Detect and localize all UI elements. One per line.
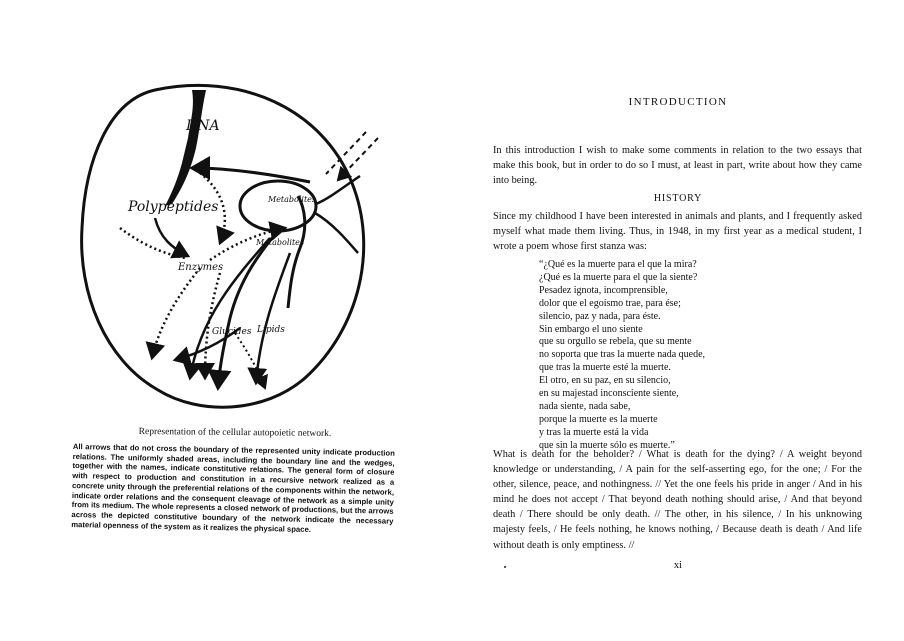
poem-line: “¿Qué es la muerte para el que la mira? [539,259,697,270]
poem-line: en su majestad inconsciente siente, [539,388,679,400]
figure-caption-title: Representation of the cellular autopoietic network. [138,426,332,440]
label-metabolites-2: Metabolites [256,238,305,247]
poem-line: Pesadez ignota, incomprensible, [539,284,668,296]
label-enzymes: Enzymes [178,262,224,273]
poem-line: que tras la muerte esté la muerte. [539,362,671,374]
poem-line: silencio, paz y nada, para éste. [539,310,661,322]
print-speck [504,566,506,568]
page-number: xi [673,560,683,571]
label-metabolites-1: Metabolites [268,195,317,204]
label-glucides: Glucides [212,327,252,337]
poem-line: no soporta que tras la muerte nada quede, [539,349,706,361]
poem-line: porque la muerte es la muerte [539,413,658,425]
poem-stanza [539,259,819,453]
poem-line: ¿Qué es la muerte para el que la siente? [539,271,698,283]
poem-line: nada siente, nada sabe, [539,400,631,412]
history-paragraph: Since my childhood I have been interested in animals and plants, and I frequently asked myself what made them living. Thus, in 1948, in my first year as a medical student, I wrote a poem whose first stanza was: [493,211,862,253]
figure-caption-body: All arrows that do not cross the boundary of the represented unity indicate production relations. The uniformly shaded areas, including the boundary line and the wedges, together with the names, indicate constitutive relations. The general form of closure with respect to production and constitution in a recursive network realized as a concrete unity through the preferential relations of the components within the network, indicate order relations and the consequent cleavage of the network as a simple unity from its medium. The whole represents a closed network of productions, but the arrows across the depicted constitutive boundary of the network indicate the necessary material openness of the system as it realizes the physical space. [71,442,395,534]
label-lipids: Lipids [257,325,285,335]
poem-line: que sin la muerte sólo es muerte.” [539,439,675,451]
translation-paragraph: What is death for the beholder? / What is death for the dying? / A weight beyond knowledge or understanding, / A pain for the self-asserting ego, for the one; / For the other, silence, peace, and nothingness. // Yet the one feels his pride in anger / And in his mind he does not accept / That beyond death nothing should arise, / And that beyond death / There should be only death. // The other, in his silence, / In his unknowing majesty feels, / He feels nothing, he knows nothing, / Because death is death / And life without death is only emptiness. // [493,449,862,551]
poem-line: dolor que el egoísmo trae, para ése; [539,297,681,309]
poem-line: El otro, en su paz, en su silencio, [539,375,671,387]
autopoietic-network-figure [60,78,390,418]
label-polypeptides: Polypeptides [128,199,219,215]
poem-line: Sin embargo el uno siente [539,323,643,335]
label-dna: DNA [186,118,220,134]
section-heading: HISTORY [653,193,703,204]
poem-line: que su orgullo se rebela, que su mente [539,336,692,348]
right-page [452,0,904,641]
intro-paragraph: In this introduction I wish to make some comments in relation to the two essays that make this book, but in order to do so I must, at least in part, write about how they came into being. [493,145,862,187]
chapter-heading: INTRODUCTION [628,96,728,108]
poem-line: y tras la muerte está la vida [539,426,649,438]
